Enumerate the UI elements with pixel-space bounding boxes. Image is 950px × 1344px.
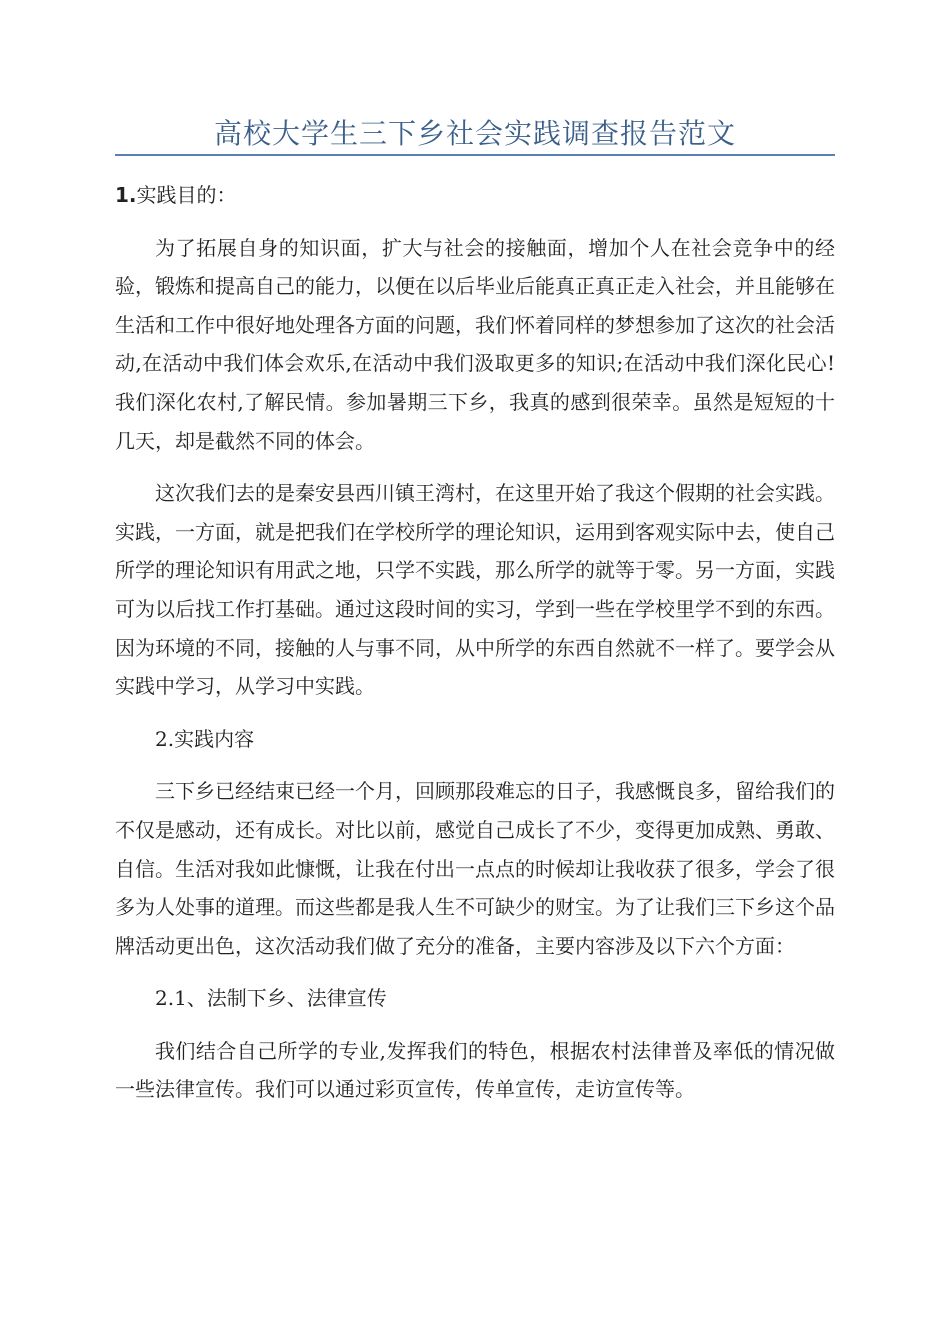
document-title: 高校大学生三下乡社会实践调查报告范文	[213, 117, 736, 150]
section-1-number: 1.	[115, 183, 137, 207]
section-1-heading	[115, 176, 835, 215]
section-1-heading-text: 实践目的：	[136, 183, 237, 207]
section-2-heading: 2.实践内容	[155, 726, 255, 751]
title-underline-divider	[115, 154, 835, 156]
section-2-1-paragraph: 我们结合自己所学的专业,发挥我们的特色，根据农村法律普及率低的情况做一些法律宣传。我们可以通过彩页宣传，传单宣传，走访宣传等。	[115, 1038, 835, 1102]
section-1-paragraph-2: 这次我们去的是秦安县西川镇王湾村，在这里开始了我这个假期的社会实践。实践，一方面，就是把我们在学校所学的理论知识，运用到客观实际中去，使自己所学的理论知识有用武之地，只学不实践，那么所学的就等于零。另一方面，实践可为以后找工作打基础。通过这段时间的实习，学到一些在学校里学不到的东西。因为环境的不同，接触的人与事不同，从中所学的东西自然就不一样了。要学会从实践中学习，从学习中实践。	[115, 481, 835, 699]
section-2-1-heading: 2.1、法制下乡、法律宣传	[155, 986, 387, 1011]
section-1-paragraph-1: 为了拓展自身的知识面，扩大与社会的接触面，增加个人在社会竞争中的经验，锻炼和提高自己的能力，以便在以后毕业后能真正真正走入社会，并且能够在生活和工作中很好地处理各方面的问题，我们怀着同样的梦想参加了这次的社会活动,在活动中我们体会欢乐,在活动中我们汲取更多的知识;在活动中我们深化民心!我们深化农村,了解民情。参加暑期三下乡，我真的感到很荣幸。虽然是短短的十几天，却是截然不同的体会。	[115, 235, 835, 453]
section-2-paragraph: 三下乡已经结束已经一个月，回顾那段难忘的日子，我感慨良多，留给我们的不仅是感动，还有成长。对比以前，感觉自己成长了不少，变得更加成熟、勇敢、自信。生活对我如此慷慨，让我在付出一点点的时候却让我收获了很多，学会了很多为人处事的道理。而这些都是我人生不可缺少的财宝。为了让我们三下乡这个品牌活动更出色，这次活动我们做了充分的准备，主要内容涉及以下六个方面：	[115, 779, 835, 958]
document-body	[115, 176, 835, 1123]
